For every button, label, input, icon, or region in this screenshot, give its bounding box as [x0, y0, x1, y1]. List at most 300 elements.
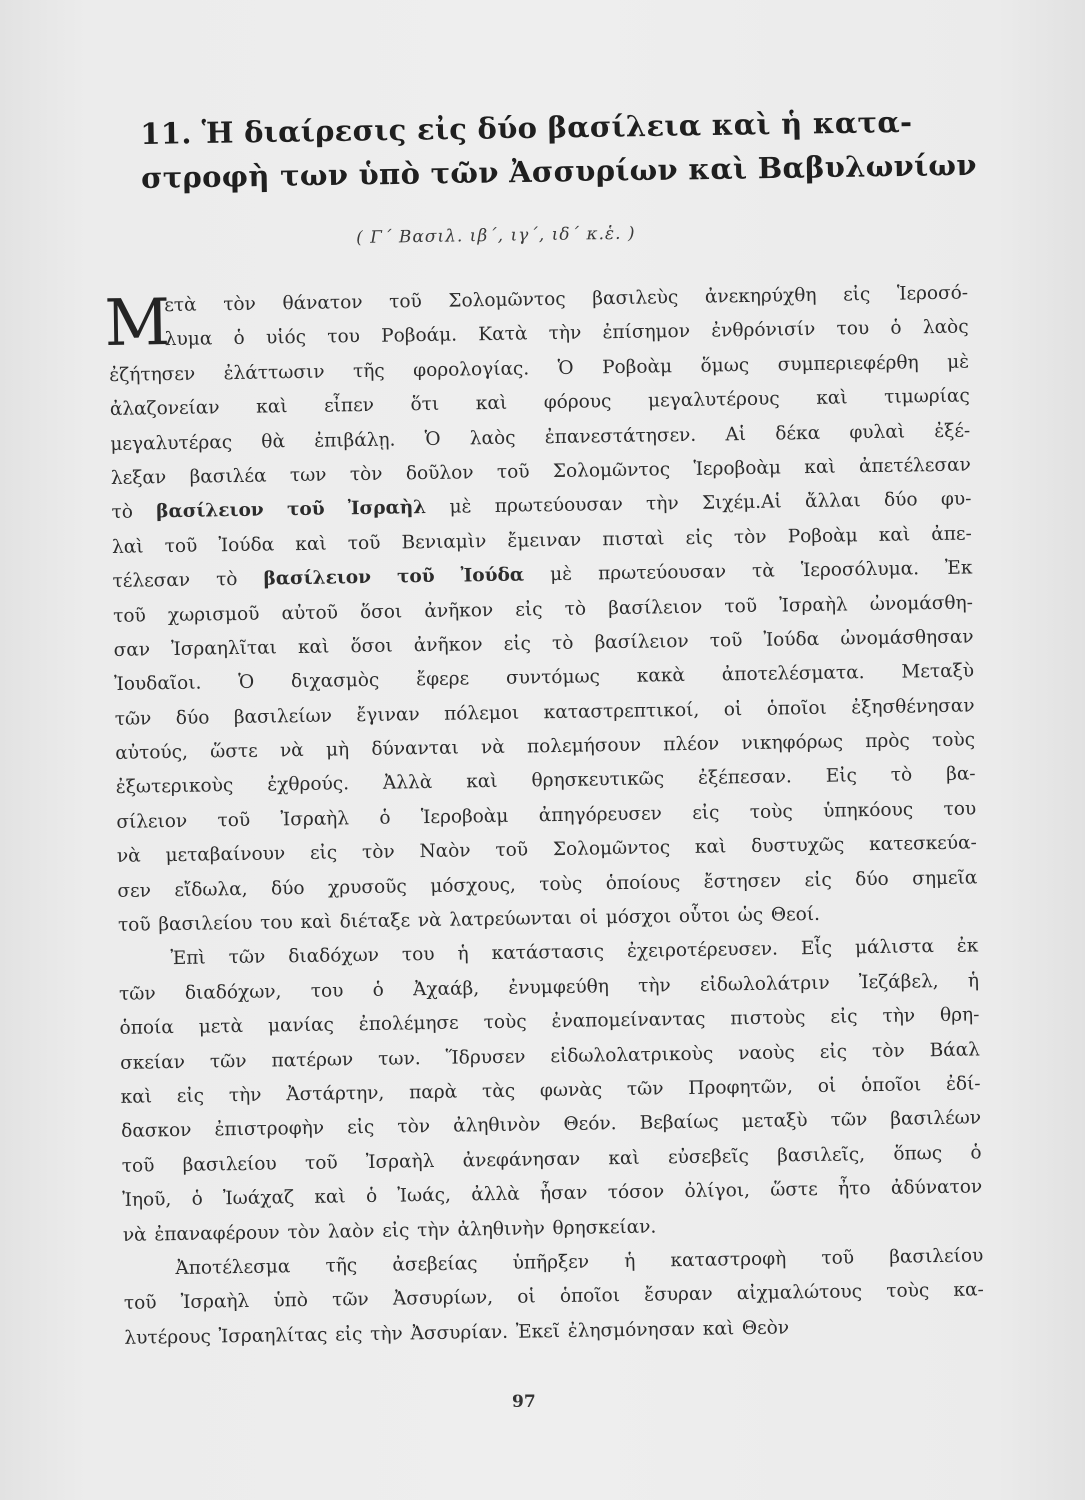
word: μὲ	[549, 563, 573, 586]
word: τὴν	[637, 975, 671, 997]
word: ὅσοι	[350, 635, 393, 658]
word: καὶ	[608, 1147, 640, 1170]
word: ἀληθινὸν	[452, 1114, 541, 1138]
word: λεξαν	[110, 467, 167, 489]
word: εἰς	[503, 633, 532, 655]
word: μεγαλυτέρους	[647, 388, 780, 412]
word: φυ-	[940, 488, 972, 511]
word: τοῦ	[123, 1292, 157, 1315]
word: Ἰσραηλίτας	[218, 1324, 328, 1348]
word: τοῦ	[496, 461, 530, 483]
word: σαν	[113, 639, 151, 661]
word: ἀπηγόρευσεν	[538, 803, 663, 827]
word: εἰς	[346, 1117, 375, 1139]
word: ετὰ	[164, 294, 197, 317]
chapter-heading	[140, 99, 977, 200]
word: τὴν	[882, 1005, 916, 1028]
word: ἐδί-	[945, 1073, 981, 1095]
word: Ἰουδαῖοι.	[114, 672, 202, 696]
word: Ἰωάς,	[397, 1184, 452, 1207]
word: Προφητῶν,	[688, 1076, 794, 1099]
word: ἦσαν	[539, 1182, 588, 1205]
word: εἰς	[830, 1006, 858, 1028]
word: ἄλλαι	[804, 490, 861, 513]
word: ἐναπομείναντας	[551, 1008, 706, 1033]
word: του	[327, 326, 361, 348]
word: ἀπετέλεσαν	[858, 454, 971, 478]
word: Ἰσραὴλ	[280, 808, 350, 831]
bold-word: βασίλειον	[263, 567, 372, 590]
word: εἰς	[804, 869, 832, 891]
word: δοῦλον	[405, 462, 474, 485]
word: καὶ	[816, 387, 848, 410]
word: φορολογίας.	[413, 358, 530, 381]
word: ἐξέ-	[934, 420, 971, 442]
word: ἔσυραν	[644, 1283, 713, 1307]
word: βασιλέα	[189, 465, 267, 488]
word: πλέον	[663, 733, 720, 756]
word: ἀλαζονείαν	[109, 397, 220, 421]
word: πολεμήσουν	[526, 734, 642, 758]
word: Ἐπὶ	[170, 947, 206, 970]
word: δύο	[175, 707, 210, 729]
word: οἱ	[817, 1075, 837, 1097]
word: εἴδωλα,	[174, 878, 248, 901]
word: δύο	[883, 489, 918, 512]
word: εἰς	[692, 802, 720, 824]
word: οἱ	[579, 907, 599, 929]
word: θρησκευτικῶς	[531, 768, 665, 792]
word: ἀσεβείας	[392, 1253, 478, 1276]
word: ἀνῆκον	[424, 599, 494, 622]
word: θρησκείαν.	[552, 1216, 657, 1239]
word: βασίλειον	[594, 630, 689, 654]
word: του	[836, 318, 870, 340]
word: τὸν	[397, 1116, 431, 1138]
word: τὸν	[733, 526, 767, 548]
word: κατεσκεύα-	[868, 832, 977, 856]
word: Ἰσραὴλ	[180, 1291, 250, 1314]
word: καὶ	[297, 636, 330, 658]
word: εἰς	[819, 1041, 848, 1063]
word: ὅτι	[410, 393, 440, 416]
body-text	[103, 276, 985, 1355]
word: εἰς	[382, 1219, 410, 1242]
chapter-number: 11.	[140, 116, 192, 151]
word: ἐχειροτέρευσεν.	[626, 938, 779, 963]
word: ὁποῖοι	[860, 1074, 922, 1097]
word: Ὁ	[424, 428, 441, 450]
word: νὰ	[480, 736, 505, 759]
word: καταστρεπτικοί,	[543, 699, 700, 723]
word: Θεοί.	[770, 903, 821, 926]
word: εἰς	[515, 598, 543, 621]
word: χωρισμοῦ	[167, 603, 260, 626]
word: εἰδωλολατρικοὺς	[550, 1043, 714, 1067]
word: καὶ	[878, 524, 911, 546]
bold-word: τοῦ	[396, 566, 435, 588]
word: Ἰσραὴλ	[779, 593, 848, 617]
word: βα-	[946, 763, 976, 786]
chapter-title-part-1: Ἡ διαίρεσις εἰς δύο βασίλεια καὶ ἡ κατα-	[201, 104, 913, 151]
word: του	[943, 798, 977, 820]
word: δυστυχῶς	[750, 834, 845, 858]
word: πιστοὺς	[730, 1007, 806, 1030]
word: Αἱ	[725, 423, 747, 445]
word: εὐσεβεῖς	[667, 1145, 750, 1169]
word: ἐλησμόνησαν	[567, 1318, 696, 1342]
word: τῶν	[626, 1078, 664, 1100]
word: ἐλάττωσιν	[223, 361, 325, 384]
word: τῆς	[352, 360, 385, 382]
word: Ἱεροσό-	[896, 282, 969, 305]
word: οἱ	[517, 1286, 536, 1309]
word: θρη-	[939, 1004, 980, 1027]
word: ὁποῖοι	[559, 1285, 621, 1308]
word: ναοὺς	[738, 1041, 795, 1064]
word: ἔφερε	[416, 668, 470, 691]
word: δύνανται	[371, 737, 459, 760]
word: Ἰούδα	[218, 534, 275, 557]
drop-cap: Μ	[103, 286, 171, 362]
word: σημεῖα	[912, 867, 978, 890]
word: ἔγιναν	[356, 703, 420, 726]
word: του	[259, 912, 293, 934]
word: ἀληθινὴν	[457, 1217, 545, 1241]
word: ὁ	[379, 807, 391, 829]
word: μόσχοι	[605, 906, 672, 929]
word: Ροβοάμ.	[381, 324, 458, 348]
word: τοῦ	[217, 809, 251, 832]
word: Ἰσραὴλ	[365, 1150, 435, 1173]
word: Ἰσραηλῖται	[171, 637, 278, 660]
word: ἐξησθένησαν	[851, 695, 975, 719]
word: Σολομῶντος	[552, 837, 671, 861]
word: Θεὸν	[741, 1317, 790, 1339]
word: τοῦ	[164, 535, 198, 557]
word: ὁ	[970, 1142, 982, 1164]
word: δύο	[270, 877, 305, 900]
chapter-title-part-2: στροφὴ των ὑπὸ τῶν Ἀσσυρίων καὶ Βαβυλωνίων	[140, 147, 977, 195]
word: εἶπεν	[323, 395, 375, 417]
word: λαὶ	[111, 536, 144, 558]
word: Ναὸν	[419, 840, 471, 863]
word: ἀνεκηρύχθη	[704, 284, 817, 308]
word: νὰ	[122, 1224, 147, 1246]
word: Ἐκεῖ	[515, 1320, 561, 1343]
word: καὶ	[702, 1318, 735, 1340]
word: μόσχους,	[430, 874, 517, 897]
word: Ἀσσυρίαν.	[410, 1321, 509, 1345]
word: τὴν	[548, 322, 582, 345]
word: ὅμως	[700, 354, 750, 377]
word: δύο	[855, 868, 889, 890]
word: εἰς	[176, 1085, 205, 1108]
word: βασιλεὺς	[592, 287, 679, 310]
word: τοῦ	[304, 1152, 338, 1174]
word: τῶν	[114, 708, 152, 730]
word: σκείαν	[119, 1051, 186, 1074]
word: Ἀλλὰ	[382, 772, 433, 795]
word: ἐκ	[956, 935, 979, 958]
word: Ροβοὰμ	[787, 524, 858, 548]
word: ὁ	[233, 328, 245, 350]
word: δέκα	[775, 422, 821, 445]
word: ἀδύνατον	[890, 1176, 983, 1199]
word: μανίας	[267, 1014, 335, 1037]
word: Σιχέμ.Αἱ	[701, 491, 782, 515]
word: ὁ	[365, 1186, 378, 1208]
word: των.	[378, 1047, 421, 1070]
word: τὸν	[361, 841, 395, 864]
word: εἰς	[842, 284, 871, 306]
word: δασκον	[121, 1120, 192, 1143]
word: θὰ	[261, 430, 286, 453]
word: νὰ	[279, 740, 304, 762]
word: τιμωρίας	[884, 385, 970, 408]
word: τὰ	[751, 560, 775, 583]
word: ἐπολέμησε	[358, 1012, 459, 1036]
word: τῶν	[209, 1050, 247, 1073]
word: ἀνεφάνησαν	[462, 1148, 581, 1172]
word: ὅπως	[893, 1142, 943, 1165]
word: Ὁ	[238, 672, 255, 694]
word: βασιλεῖς,	[777, 1143, 866, 1167]
word: τὸ	[215, 569, 238, 591]
word: Βενιαμὶν	[401, 530, 487, 554]
word: βασιλείου	[889, 1245, 984, 1268]
word: ἐπιβάλῃ.	[314, 429, 396, 452]
word: ἐπανεστάτησεν.	[544, 424, 697, 448]
word: μὲ	[449, 496, 472, 519]
word: ἐνθρόνισίν	[711, 319, 816, 342]
word: υἱός	[265, 327, 307, 349]
word: οὗτοι	[678, 905, 731, 928]
word: τὸν	[349, 463, 383, 486]
word: ὁ	[191, 1188, 203, 1210]
word: λατρεύωνται	[449, 907, 572, 931]
word: καὶ	[475, 392, 508, 415]
word: Βάαλ	[929, 1038, 981, 1061]
word: νὰ	[116, 845, 141, 868]
word: τοῦ	[821, 1247, 855, 1269]
word: Εἷς	[800, 938, 833, 960]
word: φυλαὶ	[849, 421, 906, 443]
word: ἡ	[967, 970, 980, 992]
word: ὑπηκόους	[823, 799, 914, 822]
word: Ἰούδα	[763, 628, 820, 651]
word: λαὸς	[922, 316, 969, 339]
word: ὠνομάσθησαν	[840, 626, 974, 650]
word: ὥστε	[209, 740, 258, 763]
word: νὰ	[417, 909, 442, 932]
word: συμπεριεφέρθη	[777, 352, 919, 376]
word: φόρους	[543, 391, 612, 414]
word: τὸν	[223, 293, 257, 316]
word: τῶν	[331, 1289, 369, 1311]
word: τὴν	[369, 1323, 403, 1345]
word: χρυσοῦς	[327, 876, 407, 899]
word: καταστροφὴ	[670, 1248, 787, 1272]
word: διέταξε	[339, 910, 411, 933]
word: ὁ	[372, 979, 384, 1001]
word: τὸ	[551, 632, 574, 654]
word: ἦτο	[837, 1178, 871, 1200]
word: μὲ	[947, 351, 970, 373]
word: ὀλίγοι,	[684, 1180, 751, 1203]
word: βασιλέων	[890, 1107, 982, 1131]
word: Θεόν.	[563, 1113, 617, 1136]
word: διαδόχων	[288, 945, 380, 968]
word: εἰς	[309, 842, 338, 865]
word: εἰς	[685, 527, 713, 549]
word: αὐτοῦ	[281, 601, 339, 624]
word: τὸ	[890, 764, 913, 787]
word: βασιλείου	[182, 1153, 277, 1176]
word: Ἱεροβοὰμ	[693, 457, 782, 480]
word: πρὸς	[865, 730, 910, 753]
scripture-reference: ( Γ΄ Βασιλ. ιβ΄, ιγ΄, ιδ΄ κ.ἑ. )	[356, 223, 636, 248]
word: μεγαλυτέρας	[110, 431, 233, 455]
word: τὸ	[111, 501, 134, 524]
word: Ἀποτέλεσμα	[175, 1256, 291, 1279]
bold-word: τοῦ	[286, 498, 325, 521]
word: ὥστε	[770, 1179, 818, 1201]
word: τοῦ	[112, 604, 146, 627]
word: Ροβοὰμ	[601, 355, 673, 379]
word: συντόμως	[505, 666, 601, 690]
word: ἔμειναν	[507, 529, 582, 552]
word: μεταβαίνουν	[165, 843, 286, 867]
word: πισταὶ	[602, 528, 665, 550]
word: τὴν	[228, 1084, 262, 1107]
word: Εἰς	[825, 765, 858, 788]
word: τοῦ	[709, 629, 743, 652]
word: Ἐκ	[944, 557, 973, 580]
word: σεν	[117, 880, 152, 902]
word: τοῦ	[389, 291, 422, 313]
word: τὴν	[645, 493, 679, 515]
word: Ἰωάχαζ	[222, 1187, 295, 1210]
word: ὑπῆρξεν	[512, 1251, 590, 1274]
word: καὶ	[694, 836, 727, 859]
word: εἰς	[335, 1323, 363, 1346]
word: βασιλείων	[233, 705, 333, 728]
word: καὶ	[466, 771, 498, 793]
word: σίλειον	[116, 810, 188, 833]
word: Ἰηοῦ,	[122, 1189, 172, 1212]
word: ἀλλὰ	[471, 1183, 520, 1206]
word: Ὁ	[557, 357, 574, 379]
word: Ἵδρυσεν	[445, 1046, 526, 1069]
word: τοὺς	[886, 1280, 930, 1303]
word: του	[310, 980, 344, 1002]
word: μεταξὺ	[741, 1110, 808, 1133]
word: βασίλειον	[608, 596, 703, 619]
word: ὁποίους	[605, 871, 681, 894]
word: ἔστησεν	[703, 870, 782, 893]
word: πρωτεύουσαν	[597, 561, 727, 585]
word: ἀνῆκον	[413, 634, 483, 657]
word: ὠνομάσθη-	[869, 591, 974, 615]
word: πατέρων	[271, 1048, 354, 1072]
word: ὁποία	[119, 1017, 174, 1040]
word: αἰχμαλώτους	[736, 1281, 863, 1305]
word: λαὸς	[469, 427, 516, 449]
word: ἀποτελέσματα.	[721, 662, 865, 686]
word: τὸν	[287, 1221, 321, 1243]
word: βασιλείου	[158, 912, 253, 936]
word: καὶ	[256, 396, 288, 418]
word: ἐπιστροφὴν	[214, 1118, 325, 1141]
word: ἐξωτερικοὺς	[115, 775, 234, 799]
bold-word: βασίλειον	[156, 499, 264, 523]
word: ἐπίσημον	[602, 321, 691, 344]
word: ὑπὸ	[273, 1290, 309, 1312]
word: διαδόχων,	[184, 981, 282, 1004]
word: τοὺς	[539, 873, 583, 895]
word: καὶ	[300, 911, 333, 934]
word: τὸν	[871, 1040, 905, 1062]
word: λυμα	[164, 328, 213, 351]
word: κα-	[953, 1279, 984, 1302]
word: τῶν	[830, 1109, 868, 1132]
word: Ἀχαάβ,	[412, 978, 480, 1001]
word: ἐξέπεσαν.	[697, 766, 792, 790]
word: πόλεμοι	[443, 702, 520, 725]
word: ἀπε-	[931, 523, 972, 545]
word: ἐνυμφεύθη	[508, 976, 610, 999]
word: ἡ	[624, 1250, 636, 1272]
word: τῶν	[118, 983, 156, 1005]
word: ἐχθρούς.	[267, 773, 350, 797]
word: Ἀστάρτην,	[286, 1082, 385, 1106]
word: καὶ	[314, 1186, 346, 1209]
word: τοὺς	[931, 729, 976, 752]
word: τοὺς	[749, 801, 793, 823]
word: θάνατον	[282, 292, 363, 315]
word: μάλιστα	[854, 936, 935, 959]
bold-word: Ἰσραὴλ	[347, 497, 427, 520]
page-number: 97	[512, 1392, 536, 1412]
word: τέλεσαν	[112, 569, 191, 593]
word: ὅσοι	[359, 600, 403, 623]
word: ὁποῖοι	[766, 697, 827, 720]
word: εἰδωλολάτριν	[699, 972, 830, 996]
word: καὶ	[120, 1086, 153, 1108]
word: τῶν	[228, 947, 266, 969]
word: πρωτεύουσαν	[494, 494, 623, 518]
word: λαὸν	[327, 1220, 375, 1243]
word: Ἱεροβοὰμ	[420, 805, 509, 829]
word: οἱ	[723, 698, 743, 721]
word: Ἀσσυρίων,	[392, 1287, 494, 1310]
word: Ἱεροσόλυμα.	[800, 558, 920, 582]
word: ὡς	[737, 904, 764, 927]
word: Σολομῶντος	[552, 459, 671, 482]
word: τοὺς	[483, 1011, 527, 1034]
word: τῆς	[325, 1255, 358, 1277]
word: αὐτούς,	[115, 741, 189, 765]
bold-word: Ἰούδα	[460, 564, 525, 587]
word: μὴ	[325, 739, 350, 761]
word: τὴν	[417, 1219, 450, 1241]
word: τοῦ	[724, 595, 758, 617]
word: μετὰ	[198, 1016, 244, 1038]
word: τὰς	[481, 1080, 516, 1103]
word: κατάστασις	[491, 941, 605, 965]
word: των	[289, 464, 327, 487]
